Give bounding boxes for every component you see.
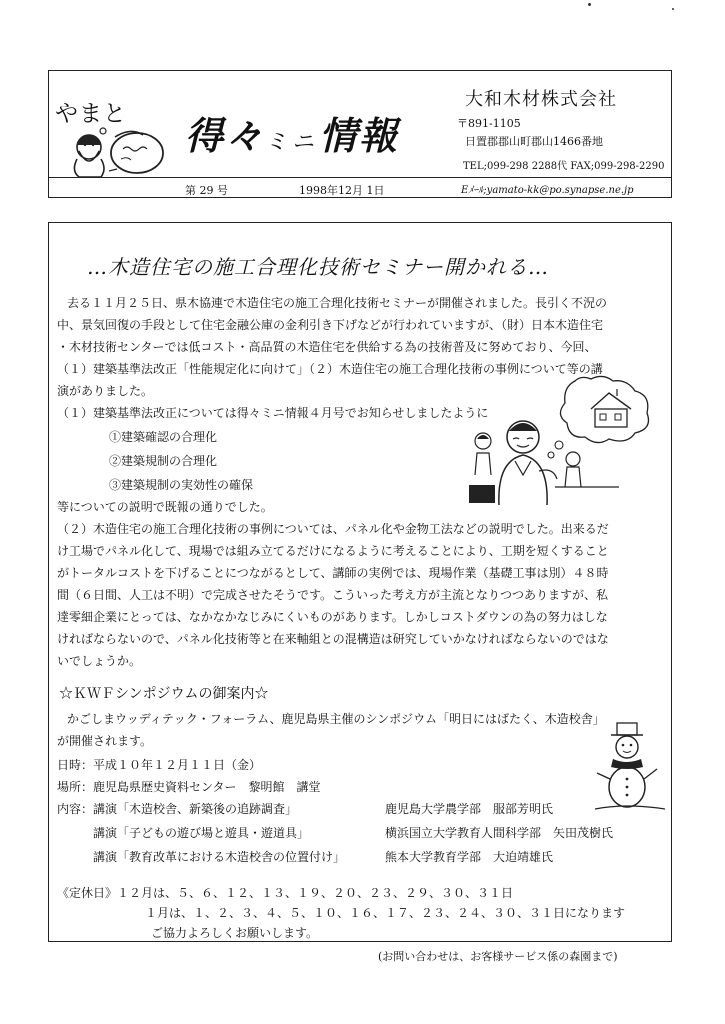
holiday-line: 《定休日》１２月は、５、６、１２、１３、１９、２０、２３、２９、３０、３１日 [57,886,514,900]
article-line: いでしょうか。 [57,654,142,668]
kwf-intro: かごしまウッディテック・フォーラム、鹿児島県主催のシンポジウム「明日にはばたく、木造校舎」 [67,712,605,726]
article-line: （１）建築基準法改正「性能規定化に向けて」（２）木造住宅の施工合理化技術の事例について等の講 [57,362,603,376]
article-list-item: ①建築確認の合理化 [109,430,218,444]
article-line: （２）木造住宅の施工合理化技術の事例については、パネル化や金物工法などの説明でした。出来るだ [57,522,609,536]
thinking-man-illustration [469,375,659,505]
kwf-venue: 場所：鹿児島県歴史資料センター 黎明館 講堂 [57,780,321,794]
tel-fax: TEL;099-298 2288代 FAX;099-298-2290 [463,161,665,172]
lecture-title: 講演「子どもの遊び場と遊具・遊道具」 [93,826,310,840]
article-list-item: ③建築規制の実効性の確保 [109,478,254,492]
lecture-title: 講演「教育改革における木造校舎の位置付け」 [93,850,346,864]
scan-speck [672,8,674,10]
footer-contact-note: (お問い合わせは、お客様サービス係の森園まで) [378,950,618,963]
article-line: ・木材技術センターでは低コスト・高品質の木造住宅を供給する為の技術普及に努めており、今回、 [57,340,597,354]
kwf-datetime: 日時：平成１０年１２月１１日（金） [57,758,262,772]
logo-text: やまと [55,101,127,127]
article-line: 等についての説明で既報の通りでした。 [57,500,273,514]
article-line: 達零細企業にとっては、なかなかなじみにくいものがあります。しかしコストダウンの為の努力はしな [57,610,608,624]
snowman-illustration [595,721,665,813]
newsletter-title-mini: ミニ [265,130,320,155]
lecture-speaker: 鹿児島大学農学部 服部芳明氏 [385,802,554,816]
newsletter-header [48,70,672,198]
newsletter-title-part2: 情報 [319,113,400,158]
holiday-line: ご協力よろしくお願いします。 [151,926,319,940]
main-content-box [48,222,672,942]
article-line: 演がありました。 [57,384,154,398]
postal-code: 〒891-1105 [457,117,521,130]
kwf-heading: ☆ＫＷＦシンポジウムの御案内☆ [59,686,269,702]
article-line: 中、景気回復の手段として住宅金融公庫の金利引き下げなどが行われていますが、（財）日本木造住宅 [57,318,604,332]
issue-number: 第 29 号 [185,184,228,197]
lecture-speaker: 熊本大学教育学部 大迫靖雄氏 [385,850,554,864]
scan-speck [588,3,591,6]
article-line: ければならないので、パネル化技術等と在来軸組との混構造は研究していかなければならないのではな [57,632,609,646]
article-line: 去る１１月２５日、県木協連で木造住宅の施工合理化技術セミナーが開催されました。長引く不況の [67,296,608,310]
lecture-title: 講演「木造校舎、新築後の追跡調査」 [93,802,298,816]
article-line: け工場でパネル化して、現場では組み立てるだけになるように考えることにより、工期を短くすること [57,544,609,558]
kwf-intro: が開催されます。 [57,734,153,748]
header-divider [49,177,671,178]
lecture-speaker: 横浜国立大学教育人間科学部 矢田茂樹氏 [385,826,614,840]
article-line: がトータルコストを下げることにつながるとして、講師の実例では、現場作業（基礎工事は別）４８時 [57,566,609,580]
newsletter-title-part1: 得々 [185,113,266,158]
article-line: （１）建築基準法改正については得々ミニ情報４月号でお知らせしましたように [57,406,489,420]
newsletter-title [185,105,399,160]
kwf-content-label: 内容： [57,802,94,816]
company-address: 日置郡郡山町郡山1466番地 [465,135,603,148]
issue-date: 1998年12月 1日 [299,184,385,197]
article-title: …木造住宅の施工合理化技術セミナー開かれる… [87,255,549,279]
holiday-line: １月は、１、２、３、４、５、１０、１６、１７、２３、２４、３０、３１日になります [145,906,626,920]
company-name: 大和木材株式会社 [465,89,617,110]
santa-illustration [71,123,171,179]
article-list-item: ②建築規制の合理化 [109,454,218,468]
article-line: 間（６日間、人工は不明）で完成させたそうです。こういった考え方が主流となりつつありますが、私 [57,588,609,602]
company-email: Eﾒｰﾙ;yamato-kk@po.synapse.ne.jp [461,185,634,196]
